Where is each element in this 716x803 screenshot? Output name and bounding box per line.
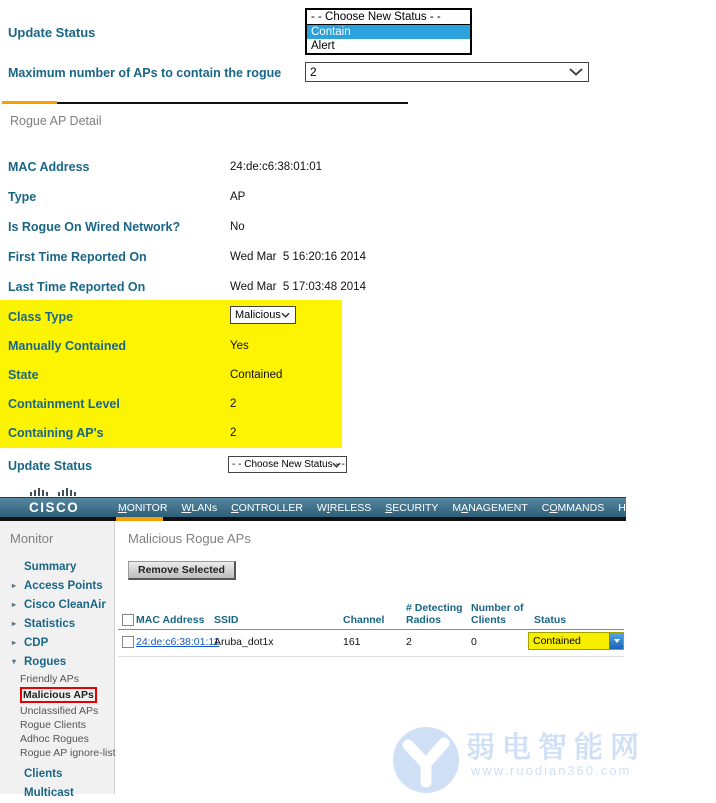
detail-section-title: Rogue AP Detail xyxy=(10,114,102,128)
menu-item-help[interactable]: HELP xyxy=(618,502,646,514)
dropdown-arrow-icon[interactable] xyxy=(609,633,623,649)
class-type-select[interactable] xyxy=(230,306,296,324)
field-label: Manually Contained xyxy=(8,339,127,353)
field-value: Yes xyxy=(230,340,249,352)
field-label: Containing AP's xyxy=(8,426,104,440)
channel-cell: 161 xyxy=(343,636,361,648)
menu-item-wireless[interactable]: WIRELESS xyxy=(316,502,372,514)
active-tab-indicator xyxy=(116,517,163,521)
watermark-site-name: 弱电智能网 xyxy=(466,732,647,764)
sidebar-item-label: Statistics xyxy=(24,618,76,630)
col-number-of-clients: Number of Clients xyxy=(471,601,524,626)
sidebar-item-label: Summary xyxy=(24,561,77,573)
chevron-right-icon: ▸ xyxy=(12,581,17,590)
col-mac-address: MAC Address xyxy=(136,613,205,626)
field-value: AP xyxy=(230,191,246,203)
watermark-logo xyxy=(393,727,459,793)
field-value: Contained xyxy=(230,369,283,381)
update-status-value: - - Choose New Status - - xyxy=(232,459,345,470)
sidebar-item-label: Multicast xyxy=(24,787,74,799)
sidebar-subitem-label: Rogue AP ignore-list xyxy=(20,747,116,759)
detecting-radios-cell: 2 xyxy=(406,636,412,648)
sidebar-item-label: Clients xyxy=(24,768,63,780)
field-value: 2 xyxy=(230,427,237,439)
menu-item-wlans[interactable]: WLANs xyxy=(181,502,218,514)
chevron-down-icon: ▾ xyxy=(12,657,17,666)
sidebar-subitem-malicious-aps[interactable] xyxy=(0,686,114,704)
cisco-logo: CISCO xyxy=(29,500,80,515)
menu-item-controller[interactable]: CONTROLLER xyxy=(231,502,303,514)
status-value: Contained xyxy=(533,635,581,647)
table-header xyxy=(118,599,624,630)
chevron-down-icon xyxy=(332,462,341,468)
field-label: Last Time Reported On xyxy=(8,280,146,294)
menu-item-security[interactable]: SECURITY xyxy=(385,502,439,514)
menu-item-commands[interactable]: COMMANDS xyxy=(541,502,605,514)
menu-item-monitor[interactable]: MONITOR xyxy=(118,502,168,514)
sidebar-item-summary[interactable] xyxy=(0,558,114,577)
sidebar-subitem-label: Friendly APs xyxy=(20,673,79,685)
divider-accent xyxy=(2,101,57,104)
max-aps-select[interactable] xyxy=(305,62,589,82)
sidebar-item-multicast[interactable] xyxy=(0,784,114,803)
max-aps-value: 2 xyxy=(310,65,317,79)
field-label: Class Type xyxy=(8,310,74,324)
sidebar-subitem-adhoc-rogues[interactable] xyxy=(0,732,114,746)
sidebar-subitem-label: Unclassified APs xyxy=(20,705,99,717)
status-dropdown-open[interactable] xyxy=(305,8,472,55)
field-label: First Time Reported On xyxy=(8,250,147,264)
col-channel: Channel xyxy=(343,613,385,626)
col-detecting-radios: # Detecting Radios xyxy=(406,601,463,626)
clients-cell: 0 xyxy=(471,636,477,648)
field-value: 24:de:c6:38:01:01 xyxy=(230,161,323,173)
remove-selected-button[interactable]: Remove Selected xyxy=(128,561,236,580)
field-value: No xyxy=(230,221,245,233)
chevron-right-icon: ▸ xyxy=(12,600,17,609)
sidebar-subitem-label: Rogue Clients xyxy=(20,719,86,731)
field-label: Type xyxy=(8,190,37,204)
field-label: MAC Address xyxy=(8,160,90,174)
chevron-right-icon: ▸ xyxy=(12,638,17,647)
sidebar xyxy=(0,521,116,799)
sidebar-subitem-label: Adhoc Rogues xyxy=(20,733,89,745)
status-select[interactable] xyxy=(528,632,624,650)
sidebar-item-rogues[interactable] xyxy=(0,653,114,672)
sidebar-subitem-label-selected: Malicious APs xyxy=(20,687,97,703)
menu-item-management[interactable]: MANAGEMENT xyxy=(452,502,528,514)
max-aps-label: Maximum number of APs to contain the rogue xyxy=(8,66,282,80)
sidebar-item-statistics[interactable] xyxy=(0,615,114,634)
chevron-down-icon xyxy=(569,68,583,76)
page-title: Malicious Rogue APs xyxy=(128,531,251,546)
main-content xyxy=(116,521,647,794)
col-ssid: SSID xyxy=(214,613,239,626)
field-label: Is Rogue On Wired Network? xyxy=(8,220,181,234)
divider xyxy=(57,102,408,104)
col-status: Status xyxy=(534,613,567,626)
menu-item-feedback[interactable]: FEEDBACK xyxy=(659,502,716,514)
sidebar-title: Monitor xyxy=(10,531,54,546)
update-status-label-2: Update Status xyxy=(8,459,93,473)
sidebar-item-cdp[interactable] xyxy=(0,634,114,653)
ssid-cell: Aruba_dot1x xyxy=(214,636,274,648)
update-status-select[interactable] xyxy=(228,456,347,473)
sidebar-subitem-friendly-aps[interactable] xyxy=(0,672,114,686)
sidebar-item-cisco-cleanair[interactable] xyxy=(0,596,114,615)
sidebar-item-label: Access Points xyxy=(24,580,103,592)
field-label: Containment Level xyxy=(8,397,120,411)
cisco-bridge-icon xyxy=(30,488,78,496)
sidebar-item-clients[interactable] xyxy=(0,765,114,784)
sidebar-subitem-rogue-clients[interactable] xyxy=(0,718,114,732)
sidebar-item-label: Cisco CleanAir xyxy=(24,599,106,611)
sidebar-item-access-points[interactable] xyxy=(0,577,114,596)
main-menu xyxy=(118,498,716,518)
field-label: State xyxy=(8,368,39,382)
sidebar-item-label: CDP xyxy=(24,637,49,649)
watermark-site-url: www.ruodian360.com xyxy=(471,763,632,778)
chevron-right-icon: ▸ xyxy=(12,619,17,628)
row-checkbox[interactable] xyxy=(122,636,134,648)
field-value: Wed Mar 5 17:03:48 2014 xyxy=(230,281,366,293)
chevron-down-icon xyxy=(281,312,290,318)
table-row xyxy=(118,630,624,657)
wlc-menubar xyxy=(0,497,716,517)
status-option-contain[interactable]: Contain xyxy=(307,25,470,39)
status-dropdown-selected[interactable]: - - Choose New Status - - xyxy=(307,10,470,25)
mac-address-link[interactable]: 24:de:c6:38:01:11 xyxy=(136,636,220,648)
class-type-value: Malicious xyxy=(235,309,281,321)
select-all-checkbox[interactable] xyxy=(122,614,134,626)
update-status-label: Update Status xyxy=(8,25,96,40)
sidebar-subitem-rogue-ap-ignore-list[interactable] xyxy=(0,746,114,760)
sidebar-subitem-unclassified-aps[interactable] xyxy=(0,704,114,718)
sidebar-item-label: Rogues xyxy=(24,656,67,668)
field-value: 2 xyxy=(230,398,237,410)
field-value: Wed Mar 5 16:20:16 2014 xyxy=(230,251,366,263)
status-option-alert[interactable]: Alert xyxy=(311,40,335,52)
